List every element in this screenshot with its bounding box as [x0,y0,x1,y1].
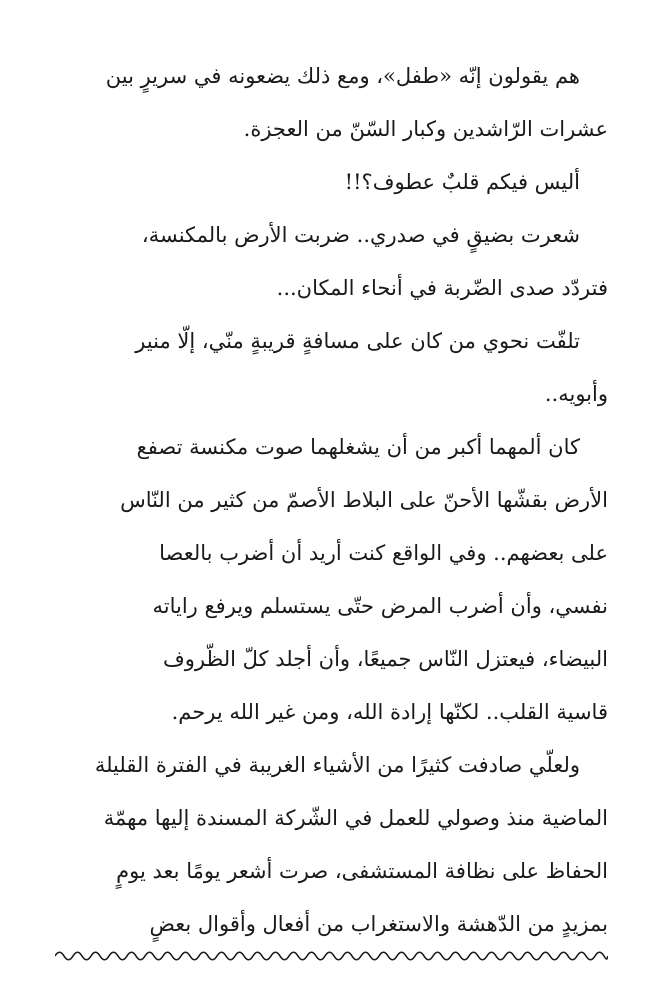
paragraph-line: الأرض بقشّها الأحنّ على البلاط الأصمّ من كثير من النّاس [120,488,608,512]
paragraph-line: البيضاء، فيعتزل النّاس جميعًا، وأن أجلد كلّ الظّروف [163,647,608,671]
paragraph-line: على بعضهم.. وفي الواقع كنت أريد أن أضرب بالعصا [159,541,608,565]
paragraph-line: شعرت بضيقٍ في صدري.. ضربت الأرض بالمكنسة، [141,223,580,247]
paragraph-2 [55,156,608,209]
paragraph-3 [55,209,608,315]
paragraph-line: بمزيدٍ من الدّهشة والاستغراب من أفعال وأقوال بعضٍ [149,912,608,936]
paragraph-line: وأبويه.. [544,382,608,406]
paragraph-line: عشرات الرّاشدين وكبار السّنّ من العجزة. [243,117,608,141]
paragraph-line: تلفّت نحوي من كان على مسافةٍ قريبةٍ منّي، إلّا منير [135,329,580,353]
paragraph-line: نفسي، وأن أضرب المرض حتّى يستسلم ويرفع راياته [152,594,608,618]
paragraph-line: فتردّد صدى الضّربة في أنحاء المكان... [276,276,608,300]
paragraph-line: الحفاظ على نظافة المستشفى، صرت أشعر يومًا بعد يومٍ [116,859,608,883]
paragraph-4 [55,315,608,421]
paragraph-line: قاسية القلب.. لكنّها إرادة الله، ومن غير الله يرحم. [171,700,608,724]
paragraph-line: ولعلّي صادفت كثيرًا من الأشياء الغريبة في الفترة القليلة [94,753,580,777]
paragraph-1 [55,50,608,156]
paragraph-5 [55,421,608,739]
paragraph-line: أليس فيكم قلبٌ عطوف؟!! [344,170,580,194]
paragraph-line: هم يقولون إنّه «طفل»، ومع ذلك يضعونه في سريرٍ بين [105,64,580,88]
paragraph-6 [55,739,608,951]
body-text [55,50,608,951]
wavy-divider-line [55,952,608,960]
paragraph-line: كان ألمهما أكبر من أن يشغلهما صوت مكنسة تصفع [136,435,580,459]
paragraph-line: الماضية منذ وصولي للعمل في الشّركة المسندة إليها مهمّة [103,806,608,830]
wavy-divider [55,948,608,964]
